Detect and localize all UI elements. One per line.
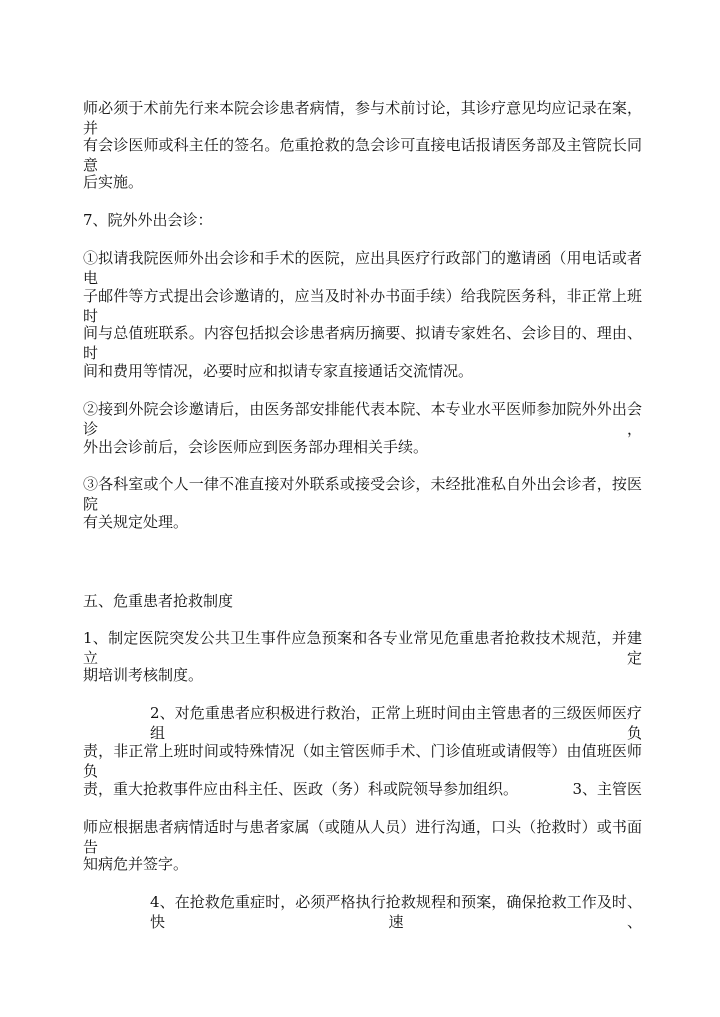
text-line: 有关规定处理。 — [83, 513, 189, 531]
text-line: 责，非正常上班时间或特殊情况（如主管医师手术、门诊值班或请假等）由值班医师负 — [83, 742, 642, 780]
text-line: 期培训考核制度。 — [83, 666, 204, 684]
text-line: 间和费用等情况，必要时应和拟请专家直接通话交流情况。 — [83, 362, 474, 380]
text-line: 2、对危重患者应积极进行救治，正常上班时间由主管患者的三级医师医疗组负 — [150, 704, 642, 742]
text-line: 间与总值班联系。内容包括拟会诊患者病历摘要、拟请专家姓名、会诊目的、理由、时 — [83, 324, 642, 362]
text-line: 师必须于术前先行来本院会诊患者病情，参与术前讨论，其诊疗意见均应记录在案，并 — [83, 99, 642, 137]
section-heading: 7、院外外出会诊： — [83, 211, 213, 229]
text-segment: 3、主管医 — [572, 780, 642, 798]
text-line: ②接到外院会诊邀请后，由医务部安排能代表本院、本专业水平医师参加院外外出会诊， — [83, 400, 642, 438]
text-line: 知病危并签字。 — [83, 855, 189, 873]
text-line: 子邮件等方式提出会诊邀请的，应当及时补办书面手续）给我院医务科，非正常上班时 — [83, 287, 642, 325]
text-line: 有会诊医师或科主任的签名。危重抢救的急会诊可直接电话报请医务部及主管院长同意 — [83, 136, 642, 174]
text-line: 4、在抢救危重症时，必须严格执行抢救规程和预案，确保抢救工作及时、快速、 — [150, 893, 642, 931]
text-line: 外出会诊前后，会诊医师应到医务部办理相关手续。 — [83, 438, 429, 456]
text-line: 后实施。 — [83, 173, 144, 191]
section-heading: 五、危重患者抢救制度 — [83, 592, 234, 610]
text-line — [83, 779, 642, 799]
text-line: ③各科室或个人一律不准直接对外联系或接受会诊，未经批准私自外出会诊者，按医院 — [83, 475, 642, 513]
text-line: 师应根据患者病情适时与患者家属（或随从人员）进行沟通，口头（抢救时）或书面告 — [83, 818, 642, 856]
text-line: 1、制定医院突发公共卫生事件应急预案和各专业常见危重患者抢救技术规范，并建立定 — [83, 629, 642, 667]
text-segment: 责，重大抢救事件应由科主任、医政（务）科或院领导参加组织。 — [83, 780, 519, 798]
text-line: ①拟请我院医师外出会诊和手术的医院，应出具医疗行政部门的邀请函（用电话或者电 — [83, 249, 642, 287]
